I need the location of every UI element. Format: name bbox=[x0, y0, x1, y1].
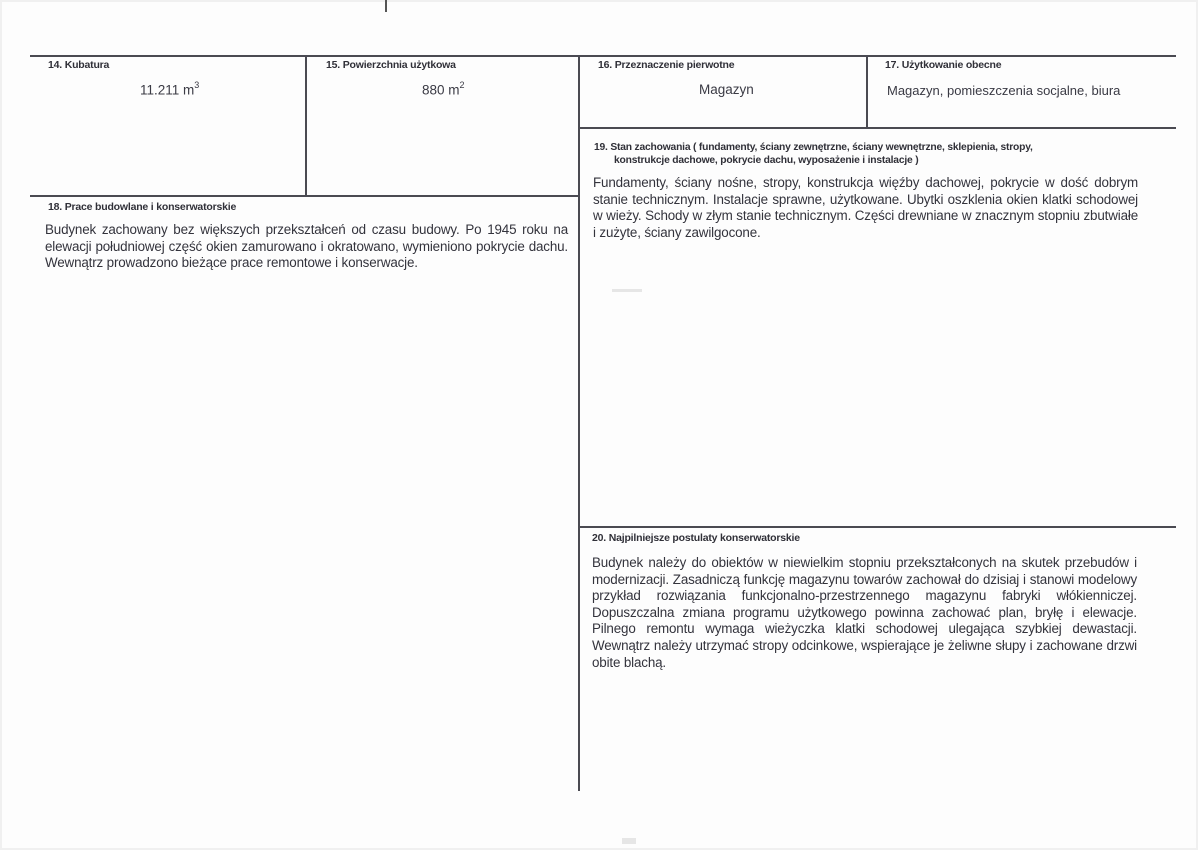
scan-smudge bbox=[612, 289, 642, 292]
rule-above-18 bbox=[30, 195, 579, 197]
field-17-label: 17. Użytkowanie obecne bbox=[885, 59, 1002, 71]
field-18-text: Budynek zachowany bez większych przekształceń od czasu budowy. Po 1945 roku na elewacji południowej część okien zamurowano i okratowano, wymieniono pokrycie dachu. Wewnątrz prowadzono bieżące prace remontowe i konserwacje. bbox=[45, 222, 568, 271]
top-rule bbox=[30, 55, 1176, 57]
field-16-label: 16. Przeznaczenie pierwotne bbox=[598, 59, 735, 71]
field-19-label-line2: konstrukcje dachowe, pokrycie dachu, wyposażenie i instalacje ) bbox=[614, 155, 919, 166]
field-15-value bbox=[422, 81, 465, 98]
rule-above-20 bbox=[578, 526, 1176, 528]
field-18-label: 18. Prace budowlane i konserwatorskie bbox=[48, 201, 237, 213]
field-17-value: Magazyn, pomieszczenia socjalne, biura bbox=[887, 83, 1121, 98]
field-14-label: 14. Kubatura bbox=[48, 59, 110, 71]
rule-below-16-17 bbox=[578, 127, 1176, 129]
scan-smudge-bottom bbox=[622, 838, 636, 844]
divider-14-15 bbox=[305, 55, 307, 197]
field-15-number: 880 m bbox=[422, 82, 460, 98]
field-20-label: 20. Najpilniejsze postulaty konserwatorskie bbox=[592, 532, 800, 544]
field-20-text: Budynek należy do obiektów w niewielkim stopniu przekształconych na skutek przebudów i modernizacji. Zasadniczą funkcję magazynu towarów zachował do dzisiaj i stanowi modelowy przykład rozwiązania funkcjonalno-przestrzennego magazynu fabryki włókienniczej. Dopuszczalna zmiana programu użytkowego powinna zachować plan, bryłę i elewacje. Pilnego remontu wymaga wieżyczka klatki schodowej ulegająca szybkiej dewastacji. Wewnątrz należy utrzymać stropy odcinkowe, wspierające je żeliwne słupy i zachowane drzwi obite blachą. bbox=[592, 555, 1137, 670]
divider-16-17 bbox=[866, 55, 868, 128]
field-15-label: 15. Powierzchnia użytkowa bbox=[326, 59, 456, 71]
field-14-value bbox=[140, 81, 199, 98]
top-scan-mark bbox=[385, 0, 387, 12]
field-14-exponent: 3 bbox=[194, 80, 200, 90]
field-19-text: Fundamenty, ściany nośne, stropy, konstrukcja więźby dachowej, pokrycie w dość dobrym stanie technicznym. Instalacje sprawne, użytkowane. Ubytki oszklenia okien klatki schodowej w wieży. Schody w złym stanie technicznym. Części drewniane w znacznym stopniu zbutwiałe i zużyte, ściany zawilgocone. bbox=[593, 175, 1138, 240]
field-19-label bbox=[594, 141, 1114, 167]
field-14-number: 11.211 m bbox=[140, 82, 195, 98]
main-vertical-divider bbox=[578, 55, 580, 791]
field-15-exponent: 2 bbox=[459, 80, 465, 90]
field-19-label-line1: 19. Stan zachowania ( fundamenty, ściany zewnętrzne, ściany wewnętrzne, sklepienia, stropy, bbox=[594, 142, 1033, 153]
field-16-value: Magazyn bbox=[699, 82, 754, 97]
